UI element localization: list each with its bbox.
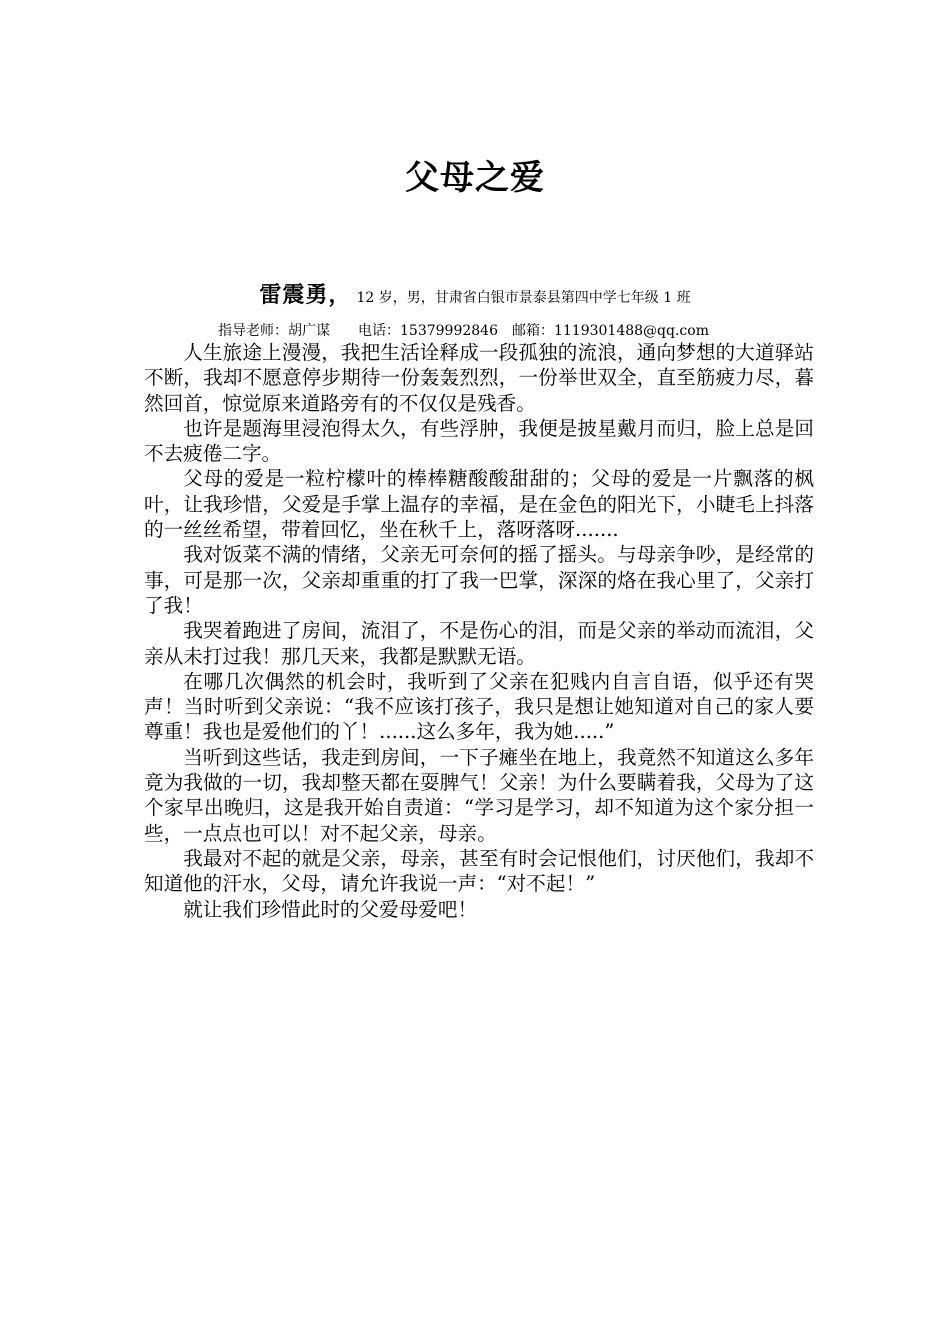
email-address: 邮箱：1119301488@qq.com: [511, 323, 709, 339]
paragraph-2: 也许是题海里浸泡得太久，有些浮肿，我便是披星戴月而归，脸上总是回不去疲倦二字。: [144, 416, 814, 466]
paragraph-4: 我对饭菜不满的情绪，父亲无可奈何的摇了摇头。与母亲争吵，是经常的事，可是那一次，父亲却重重的打了我一巴掌，深深的烙在我心里了，父亲打了我！: [144, 543, 814, 617]
contact-line: [218, 320, 709, 340]
paragraph-6: 在哪几次偶然的机会时，我听到了父亲在犯贱内自言自语，似乎还有哭声！当时听到父亲说：“我不应该打孩子，我只是想让她知道对自己的家人要尊重！我也是爱他们的丫！......这么多年，我为她.....”: [144, 669, 814, 744]
author-name: 雷震勇，: [259, 282, 352, 308]
essay-body: [144, 340, 814, 922]
author-byline: [0, 278, 950, 309]
paragraph-3: 父母的爱是一粒柠檬叶的棒棒糖酸酸甜甜的；父母的爱是一片飘落的枫叶，让我珍惜，父爱是手掌上温存的幸福，是在金色的阳光下，小睫毛上抖落的一丝丝希望，带着回忆，坐在秋千上，落呀落呀.......: [144, 467, 814, 542]
phone-number: 电话：15379992846: [358, 323, 498, 339]
paragraph-8: 我最对不起的就是父亲，母亲，甚至有时会记恨他们，讨厌他们，我却不知道他的汗水，父母，请允许我说一声：“对不起！”: [144, 846, 814, 896]
paragraph-9: 就让我们珍惜此时的父爱母爱吧！: [183, 897, 478, 921]
document-title: 父母之爱: [405, 158, 545, 198]
paragraph-1: 人生旅途上漫漫，我把生活诠释成一段孤独的流浪，通向梦想的大道驿站不断，我却不愿意停步期待一份轰轰烈烈，一份举世双全，直至筋疲力尽，暮然回首，惊觉原来道路旁有的不仅仅是残香。: [144, 341, 814, 415]
author-info: 12 岁，男，甘肃省白银市景泰县第四中学七年级 1 班: [356, 290, 691, 306]
teacher-name: 指导老师：胡广谋: [218, 323, 330, 339]
paragraph-5: 我哭着跑进了房间，流泪了，不是伤心的泪，而是父亲的举动而流泪，父亲从未打过我！那几天来，我都是默默无语。: [144, 619, 814, 668]
paragraph-7: 当听到这些话，我走到房间，一下子瘫坐在地上，我竟然不知道这么多年竟为我做的一切，我却整天都在耍脾气！父亲！为什么要瞒着我，父母为了这个家早出晚归，这是我开始自责道：“学习是学习，却不知道为这个家分担一些，一点点也可以！对不起父亲，母亲。: [144, 745, 814, 845]
